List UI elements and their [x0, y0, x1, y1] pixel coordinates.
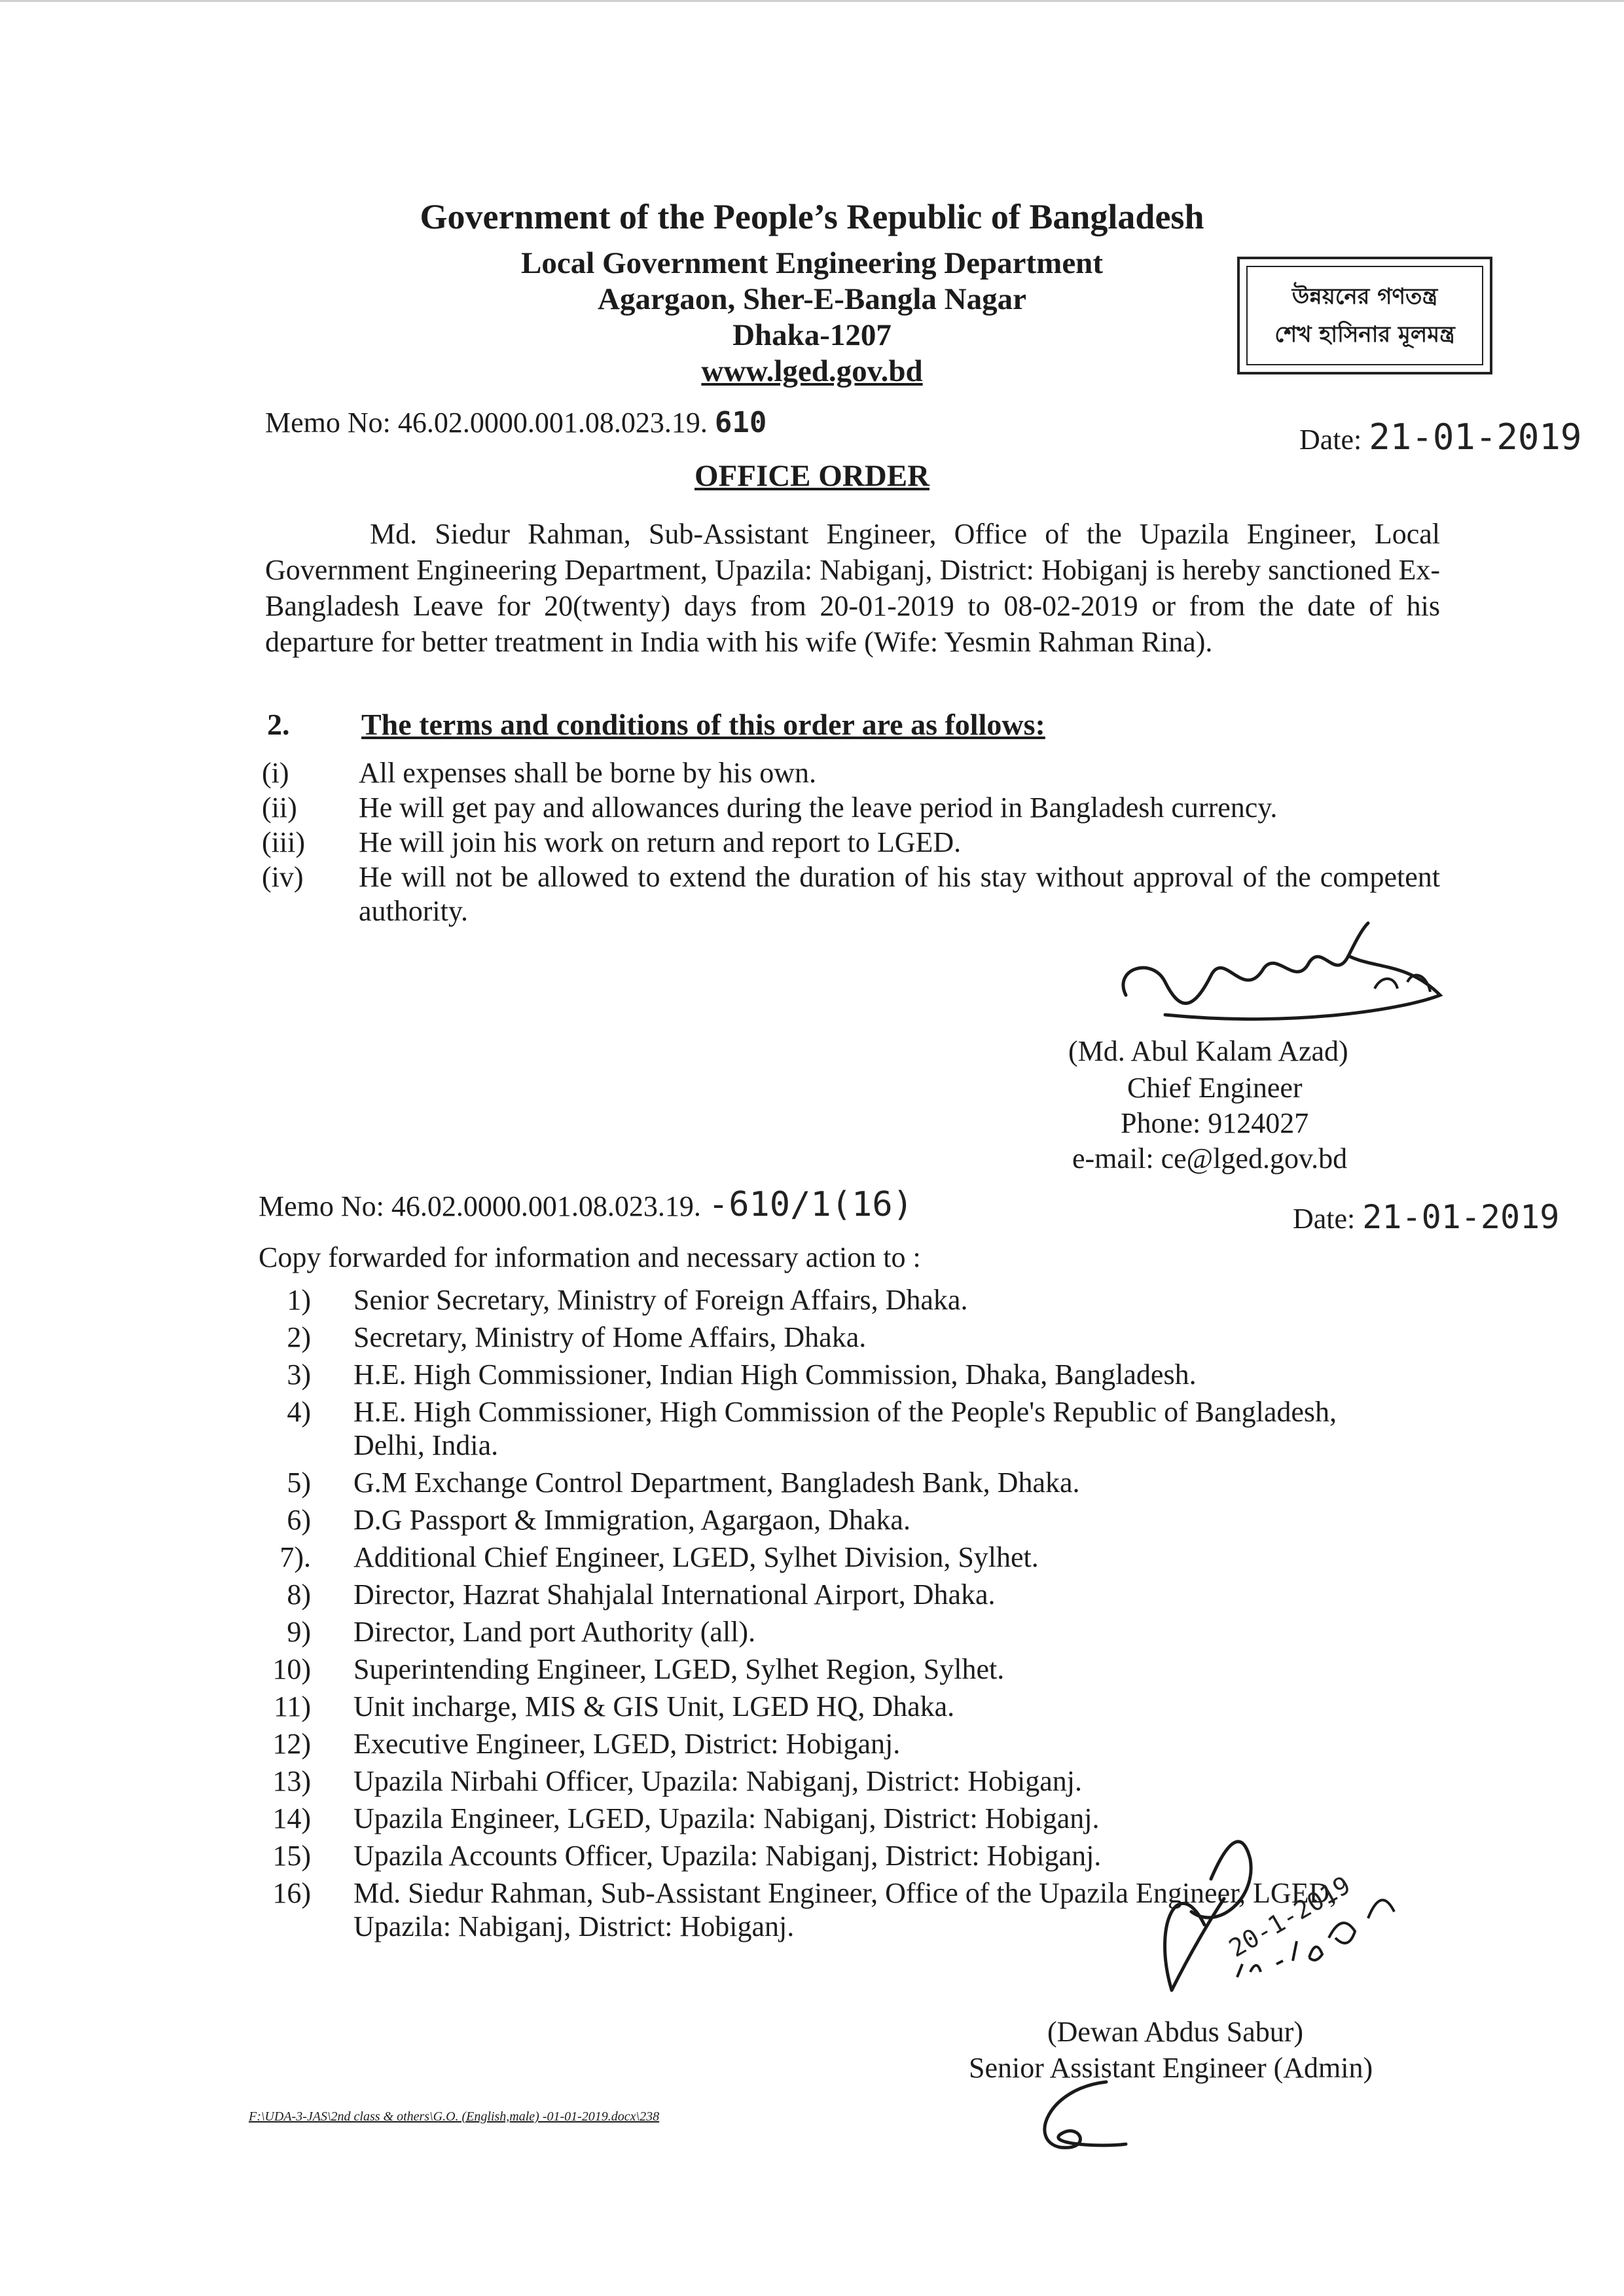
section-title: The terms and conditions of this order are as follows:: [361, 708, 1045, 741]
file-path-footer: F:\UDA-3-JAS\2nd class & others\G.O. (English,male) -01-01-2019.docx\238: [249, 2109, 660, 2124]
memo-date-label: Date:: [1299, 424, 1362, 456]
city-line: Dhaka-1207: [732, 318, 892, 352]
memo-date: [1299, 416, 1581, 458]
memo-number: [265, 406, 767, 439]
recipient-text: Secretary, Ministry of Home Affairs, Dhaka.: [353, 1321, 867, 1353]
recipient-number: 3): [287, 1358, 311, 1391]
signatory-1-designation: Chief Engineer: [1127, 1072, 1303, 1104]
memo-number-handwritten: 610: [714, 406, 767, 439]
recipient-text: Director, Land port Authority (all).: [353, 1616, 756, 1648]
copy-memo-date-handwritten: 21-01-2019: [1362, 1198, 1560, 1236]
term-text: All expenses shall be borne by his own.: [359, 757, 816, 789]
recipient-text: Upazila Accounts Officer, Upazila: Nabiganj, District: Hobiganj.: [353, 1840, 1102, 1872]
slogan-line-2: শেখ হাসিনার মূলমন্ত্র: [1274, 321, 1455, 348]
recipient-number: 13): [272, 1765, 311, 1797]
department-heading: Local Government Engineering Department: [521, 246, 1103, 280]
recipient-text: Director, Hazrat Shahjalal International Airport, Dhaka.: [353, 1578, 996, 1611]
order-paragraph: Md. Siedur Rahman, Sub-Assistant Engineer, Office of the Upazila Engineer, Local Government Engineering Department, Upazila: Nabiganj, District: Hobiganj is hereby sanctioned Ex-Bangladesh Leave for 20(twenty) days from 20-01-2019 to 08-02-2019 or from the date of his departure for better treatment in India with his wife (Wife: Yesmin Rahman Rina).: [265, 518, 1440, 658]
recipient-text: Additional Chief Engineer, LGED, Sylhet Division, Sylhet.: [353, 1541, 1039, 1573]
copy-memo-date: [1293, 1198, 1559, 1236]
recipient-number: 1): [287, 1284, 311, 1316]
memo-date-handwritten: 21-01-2019: [1369, 416, 1582, 458]
signatory-1-name: (Md. Abul Kalam Azad): [1068, 1035, 1348, 1067]
recipient-text: G.M Exchange Control Department, Bangladesh Bank, Dhaka.: [353, 1467, 1080, 1499]
recipient-text: H.E. High Commissioner, Indian High Commission, Dhaka, Bangladesh.: [353, 1358, 1197, 1391]
memo-number-label: Memo No: 46.02.0000.001.08.023.19.: [265, 407, 708, 439]
recipient-text: Delhi, India.: [353, 1429, 499, 1461]
section-number: 2.: [267, 708, 290, 741]
recipient-text: H.E. High Commissioner, High Commission of the People's Republic of Bangladesh,: [353, 1396, 1337, 1428]
term-text: He will not be allowed to extend the duration of his stay without approval of the competent authority.: [359, 861, 1440, 927]
copy-memo-number-handwritten: -610/1(16): [708, 1185, 913, 1224]
term-text: He will get pay and allowances during the leave period in Bangladesh currency.: [359, 792, 1278, 824]
recipient-number: 5): [287, 1467, 311, 1499]
recipient-number: 10): [272, 1653, 311, 1685]
recipient-number: 2): [287, 1321, 311, 1353]
recipient-number: 8): [287, 1578, 311, 1611]
signatory-1-email: e-mail: ce@lged.gov.bd: [1072, 1142, 1348, 1175]
recipient-number: 7).: [280, 1541, 311, 1573]
term-number: (i): [262, 757, 289, 789]
copy-memo-date-label: Date:: [1293, 1203, 1356, 1235]
recipient-number: 4): [287, 1396, 311, 1428]
recipient-text: D.G Passport & Immigration, Agargaon, Dhaka.: [353, 1504, 911, 1536]
government-heading: Government of the People’s Republic of Bangladesh: [420, 197, 1204, 236]
recipient-number: 11): [273, 1690, 311, 1722]
recipient-text: Upazila: Nabiganj, District: Hobiganj.: [353, 1910, 795, 1942]
recipient-text: Upazila Nirbahi Officer, Upazila: Nabiganj, District: Hobiganj.: [353, 1765, 1082, 1797]
recipient-number: 9): [287, 1616, 311, 1648]
term-text: He will join his work on return and report to LGED.: [359, 826, 962, 858]
chief-engineer-signature-image: [1100, 917, 1466, 1048]
recipient-number: 16): [272, 1877, 311, 1909]
signatory-2-name: (Dewan Abdus Sabur): [1047, 2016, 1304, 2048]
website-link[interactable]: www.lged.gov.bd: [701, 354, 923, 388]
signatory-2-designation: Senior Assistant Engineer (Admin): [969, 2052, 1373, 2084]
copy-forward-intro: Copy forwarded for information and necessary action to :: [259, 1241, 921, 1273]
recipient-text: Executive Engineer, LGED, District: Hobiganj.: [353, 1728, 901, 1760]
copy-memo-number: [259, 1185, 913, 1224]
address-line: Agargaon, Sher-E-Bangla Nagar: [598, 282, 1026, 316]
recipient-text: Md. Siedur Rahman, Sub-Assistant Engineer, Office of the Upazila Engineer, LGED,: [353, 1877, 1337, 1909]
recipient-number: 14): [272, 1802, 311, 1834]
office-order-title: OFFICE ORDER: [694, 459, 930, 493]
term-number: (iii): [262, 826, 305, 858]
signatory-1-phone: Phone: 9124027: [1121, 1107, 1309, 1139]
slogan-line-1: উন্নয়নের গণতন্ত্র: [1291, 283, 1438, 310]
copy-memo-number-label: Memo No: 46.02.0000.001.08.023.19.: [259, 1190, 701, 1222]
recipient-number: 15): [272, 1840, 311, 1872]
recipient-text: Upazila Engineer, LGED, Upazila: Nabiganj, District: Hobiganj.: [353, 1802, 1100, 1834]
recipient-text: Senior Secretary, Ministry of Foreign Affairs, Dhaka.: [353, 1284, 968, 1316]
recipient-number: 12): [272, 1728, 311, 1760]
term-number: (iv): [262, 861, 304, 893]
slogan-box: [1237, 257, 1492, 374]
signature-date-handwritten: 20-1-2019: [1224, 1870, 1356, 1963]
admin-signature-image: [1113, 1820, 1479, 2043]
recipient-number: 6): [287, 1504, 311, 1536]
recipient-text: Unit incharge, MIS & GIS Unit, LGED HQ, Dhaka.: [353, 1690, 955, 1722]
term-number: (ii): [262, 792, 297, 824]
recipient-text: Superintending Engineer, LGED, Sylhet Region, Sylhet.: [353, 1653, 1005, 1685]
